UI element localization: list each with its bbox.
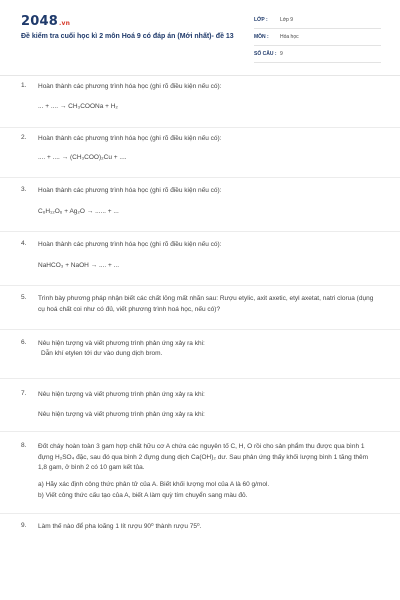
meta-label: LỚP : xyxy=(254,17,268,23)
question-text: Hoàn thành các phương trình hóa học (ghi rõ điều kiện nếu có): xyxy=(38,83,222,90)
question-divider xyxy=(0,431,400,432)
question-number: 3. xyxy=(21,186,27,193)
question-equation: C₆H₁₂O₆ + Ag₂O → ...... + ... xyxy=(38,208,119,215)
question-divider xyxy=(0,378,400,379)
question-divider xyxy=(0,285,400,286)
question-subline: b) Viết công thức cấu tạo của A, biết A làm quỳ tím chuyển sang màu đỏ. xyxy=(38,492,248,499)
question-number: 7. xyxy=(21,390,27,397)
question-number: 9. xyxy=(21,522,27,529)
meta-value: Lớp 9 xyxy=(280,17,294,23)
question-number: 6. xyxy=(21,339,27,346)
question-number: 4. xyxy=(21,240,27,247)
logo-tld: .vn xyxy=(58,20,71,27)
question-number: 1. xyxy=(21,82,27,89)
question-divider xyxy=(0,127,400,128)
question-text: Hoàn thành các phương trình hóa học (ghi rõ điều kiện nếu có): xyxy=(38,241,222,248)
question-divider xyxy=(0,513,400,514)
question-equation: ... + .... → CH₃COONa + H₂ xyxy=(38,103,118,110)
meta-label: SỐ CÂU : xyxy=(254,51,277,57)
question-text: Đốt cháy hoàn toàn 3 gam hợp chất hữu cơ A chứa các nguyên tố C, H, O rồi cho sản phẩm thu được qua bình 1 đựng H₂SO₄ đặc, sau đó qua bình 2 đựng dung dịch Ca(OH)₂ dư. Sau phản ứng thấy khối lượng bình 1 tăng thêm 1,8 gam, ở bình 2 có 10 gam kết tủa. xyxy=(38,443,369,471)
question-text: Nêu hiện tượng và viết phương trình phản ứng xảy ra khi: xyxy=(38,391,205,398)
question-subline: Nêu hiện tượng và viết phương trình phản ứng xảy ra khi: xyxy=(38,411,205,418)
question-equation: NaHCO₃ + NaOH → .... + ... xyxy=(38,262,120,269)
meta-value: 9 xyxy=(280,51,283,57)
question-text: Hoàn thành các phương trình hóa học (ghi rõ điều kiện nếu có): xyxy=(38,187,222,194)
meta-value: Hóa học xyxy=(280,34,299,40)
question-subline: a) Hãy xác định công thức phân tử của A. Biết khối lượng mol của A là 60 g/mol. xyxy=(38,481,270,488)
question-text: Hoàn thành các phương trình hóa học (ghi rõ điều kiện nếu có): xyxy=(38,135,222,142)
question-number: 8. xyxy=(21,442,27,449)
question-subline: Dẫn khí etylen tới dư vào dung dịch brom. xyxy=(41,350,163,357)
question-number: 2. xyxy=(21,134,27,141)
question-divider xyxy=(0,329,400,330)
document-title: Đề kiểm tra cuối học kì 2 môn Hoá 9 có đáp án (Mới nhất)- đề 13 xyxy=(21,33,234,40)
question-text: Nêu hiện tượng và viết phương trình phản ứng xảy ra khi: xyxy=(38,340,205,347)
question-divider xyxy=(0,177,400,178)
logo-main: 2048 xyxy=(21,14,58,29)
question-text: Làm thế nào để pha loãng 1 lít rượu 90⁰ thành rượu 75⁰. xyxy=(38,523,202,530)
question-text: Trình bày phương pháp nhận biết các chất lỏng mất nhãn sau: Rượu etylic, axit axetic, etyl axetat, natri clorua (dụng cụ hoá chất coi như có đủ, viết phương trình hoá học, nếu có)? xyxy=(38,295,374,313)
meta-label: MÔN : xyxy=(254,34,269,40)
question-divider xyxy=(0,231,400,232)
question-equation: .... + .... → (CH₃COO)₂Cu + .... xyxy=(38,154,127,161)
question-number: 5. xyxy=(21,294,27,301)
